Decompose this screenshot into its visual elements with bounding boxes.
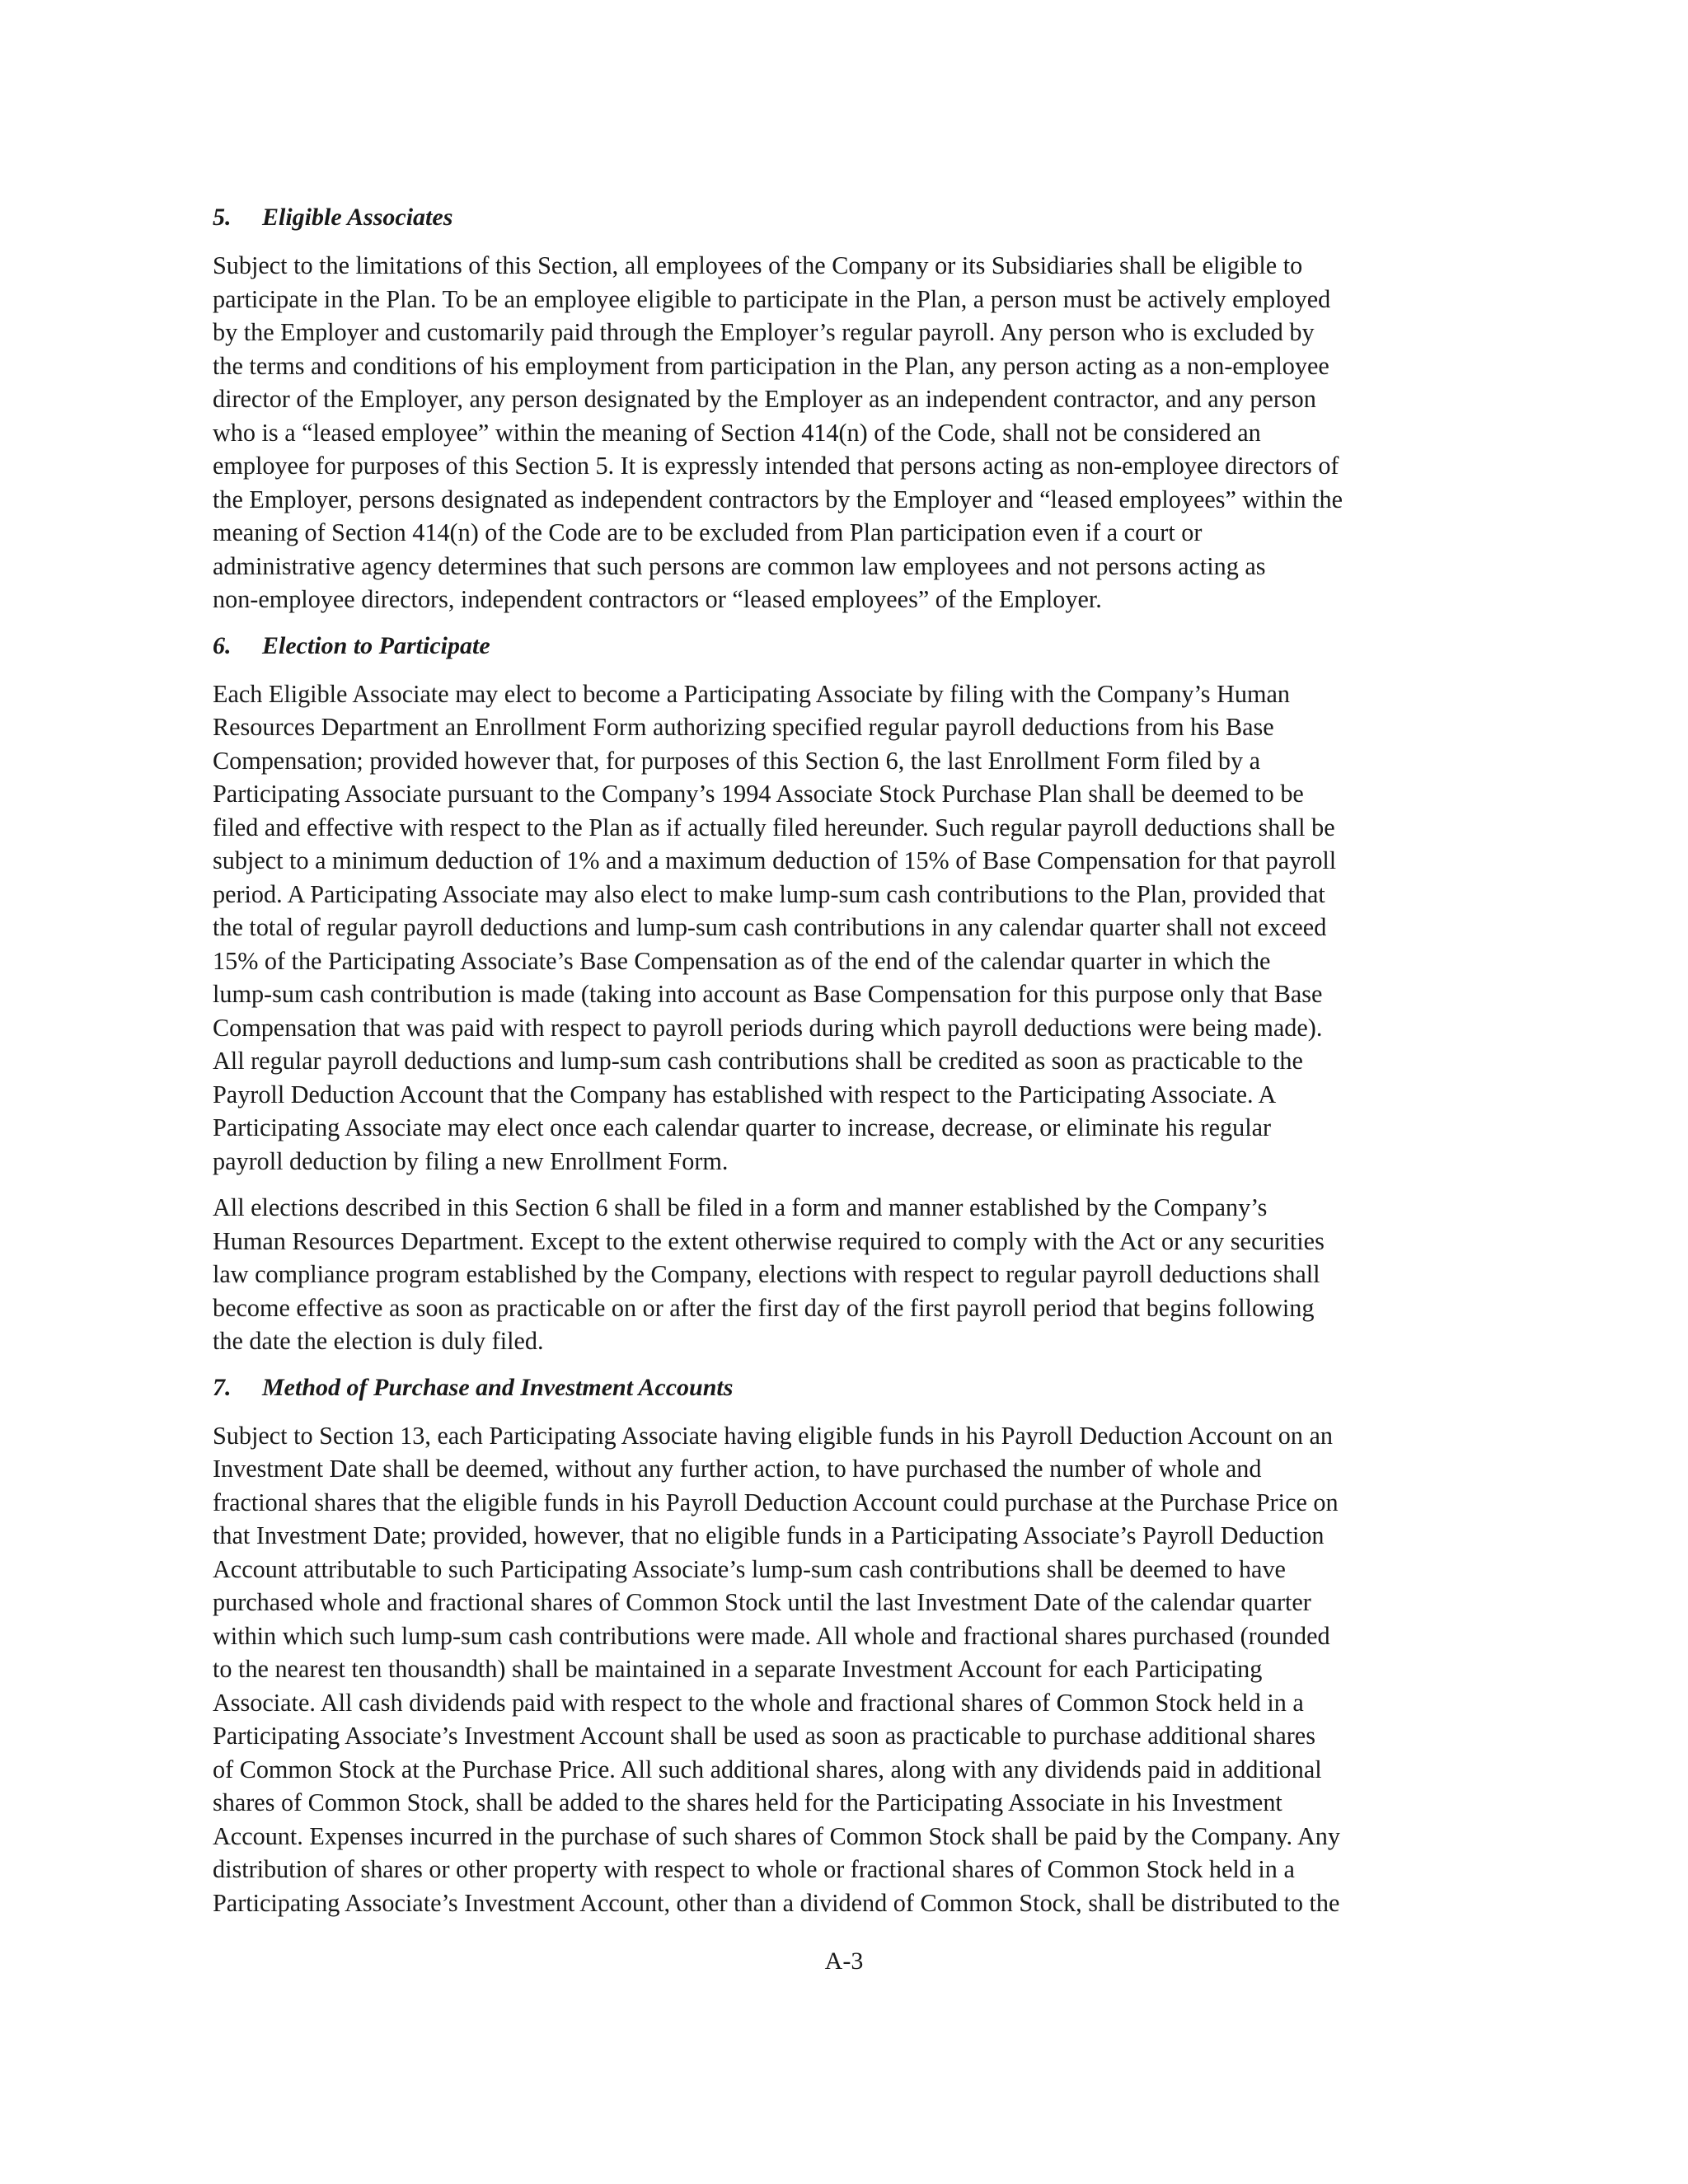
text-line: Participating Associate’s Investment Account shall be used as soon as practicable to purchase additional shares — [213, 1722, 1315, 1750]
text-line: All elections described in this Section 6 shall be filed in a form and manner established by the Company’s — [213, 1193, 1268, 1221]
text-line: Compensation; provided however that, for purposes of this Section 6, the last Enrollment Form filed by a — [213, 746, 1260, 775]
text-line: Account. Expenses incurred in the purchase of such shares of Common Stock shall be paid by the Company. Any — [213, 1821, 1340, 1850]
text-line: that Investment Date; provided, however, that no eligible funds in a Participating Associate’s Payroll Deduction — [213, 1521, 1325, 1549]
paragraph — [213, 249, 1482, 616]
document-body — [213, 201, 1482, 1933]
section-heading — [213, 1371, 1482, 1404]
text-line: fractional shares that the eligible funds in his Payroll Deduction Account could purchase at the Purchase Price on — [213, 1488, 1339, 1516]
text-line: the date the election is duly filed. — [213, 1327, 544, 1355]
text-line: payroll deduction by filing a new Enrollment Form. — [213, 1146, 729, 1175]
text-line: Account attributable to such Participating Associate’s lump-sum cash contributions shall be deemed to have — [213, 1554, 1286, 1583]
text-line: director of the Employer, any person designated by the Employer as an independent contractor, and any person — [213, 385, 1316, 413]
text-line: Subject to Section 13, each Participating Associate having eligible funds in his Payroll Deduction Account on an — [213, 1421, 1334, 1450]
text-line: within which such lump-sum cash contributions were made. All whole and fractional shares purchased (rounded — [213, 1621, 1330, 1650]
text-line: participate in the Plan. To be an employee eligible to participate in the Plan, a person must be actively employed — [213, 284, 1331, 313]
text-line: filed and effective with respect to the Plan as if actually filed hereunder. Such regular payroll deductions shall be — [213, 813, 1335, 841]
text-line: Human Resources Department. Except to the extent otherwise required to comply with the Act or any securities — [213, 1226, 1325, 1255]
section-number: 7. — [213, 1373, 232, 1401]
text-line: Participating Associate pursuant to the Company’s 1994 Associate Stock Purchase Plan shall be deemed to be — [213, 780, 1304, 808]
text-line: become effective as soon as practicable on or after the first day of the first payroll period that begins following — [213, 1293, 1315, 1322]
text-line: subject to a minimum deduction of 1% and a maximum deduction of 15% of Base Compensation for that payroll — [213, 846, 1337, 874]
text-line: Investment Date shall be deemed, without any further action, to have purchased the number of whole and — [213, 1455, 1262, 1483]
text-line: Associate. All cash dividends paid with respect to the whole and fractional shares of Common Stock held in a — [213, 1688, 1304, 1717]
text-line: of Common Stock at the Purchase Price. All such additional shares, along with any dividends paid in additional — [213, 1755, 1322, 1783]
text-line: Each Eligible Associate may elect to become a Participating Associate by filing with the Company’s Human — [213, 679, 1290, 708]
section-heading — [213, 201, 1482, 234]
text-line: Participating Associate may elect once each calendar quarter to increase, decrease, or eliminate his regular — [213, 1113, 1272, 1141]
text-line: period. A Participating Associate may also elect to make lump-sum cash contributions to the Plan, provided that — [213, 879, 1325, 908]
text-line: who is a “leased employee” within the meaning of Section 414(n) of the Code, shall not be considered an — [213, 418, 1261, 447]
text-line: non-employee directors, independent contractors or “leased employees” of the Employer. — [213, 585, 1102, 613]
text-line: to the nearest ten thousandth) shall be maintained in a separate Investment Account for each Participating — [213, 1655, 1263, 1683]
text-line: distribution of shares or other property with respect to whole or fractional shares of Common Stock held in a — [213, 1855, 1295, 1883]
text-line: the Employer, persons designated as independent contractors by the Employer and “leased employees” within the — [213, 485, 1343, 513]
text-line: Subject to the limitations of this Section, all employees of the Company or its Subsidiaries shall be eligible to — [213, 251, 1303, 279]
paragraph — [213, 677, 1482, 1179]
section-heading — [213, 630, 1482, 663]
text-line: All regular payroll deductions and lump-sum cash contributions shall be credited as soon as practicable to the — [213, 1047, 1303, 1075]
section-title: Election to Participate — [262, 631, 490, 659]
section-title: Eligible Associates — [262, 204, 453, 231]
paragraph — [213, 1191, 1482, 1358]
text-line: purchased whole and fractional shares of Common Stock until the last Investment Date of the calendar quarter — [213, 1588, 1311, 1616]
text-line: employee for purposes of this Section 5. It is expressly intended that persons acting as non-employee directors of — [213, 452, 1339, 480]
section-number: 6. — [213, 631, 232, 659]
text-line: 15% of the Participating Associate’s Base Compensation as of the end of the calendar quarter in which the — [213, 946, 1271, 975]
text-line: the total of regular payroll deductions and lump-sum cash contributions in any calendar quarter shall not exceed — [213, 913, 1327, 941]
text-line: shares of Common Stock, shall be added to the shares held for the Participating Associate in his Investment — [213, 1788, 1282, 1816]
section-title: Method of Purchase and Investment Accounts — [262, 1373, 734, 1401]
text-line: by the Employer and customarily paid through the Employer’s regular payroll. Any person who is excluded by — [213, 318, 1315, 346]
text-line: administrative agency determines that such persons are common law employees and not persons acting as — [213, 551, 1266, 580]
text-line: Payroll Deduction Account that the Company has established with respect to the Participating Associate. A — [213, 1080, 1277, 1108]
paragraph — [213, 1419, 1482, 1920]
section-number: 5. — [213, 204, 232, 231]
page-number: A-3 — [824, 1947, 864, 1975]
text-line: meaning of Section 414(n) of the Code are to be excluded from Plan participation even if a court or — [213, 518, 1203, 546]
text-line: Participating Associate’s Investment Account, other than a dividend of Common Stock, shall be distributed to the — [213, 1888, 1340, 1917]
text-line: lump-sum cash contribution is made (taking into account as Base Compensation for this purpose only that Base — [213, 980, 1323, 1008]
text-line: Resources Department an Enrollment Form authorizing specified regular payroll deductions from his Base — [213, 713, 1274, 741]
text-line: Compensation that was paid with respect to payroll periods during which payroll deductions were being made). — [213, 1013, 1323, 1042]
text-line: law compliance program established by the Company, elections with respect to regular payroll deductions shall — [213, 1260, 1320, 1288]
text-line: the terms and conditions of his employment from participation in the Plan, any person acting as a non-employee — [213, 351, 1329, 380]
